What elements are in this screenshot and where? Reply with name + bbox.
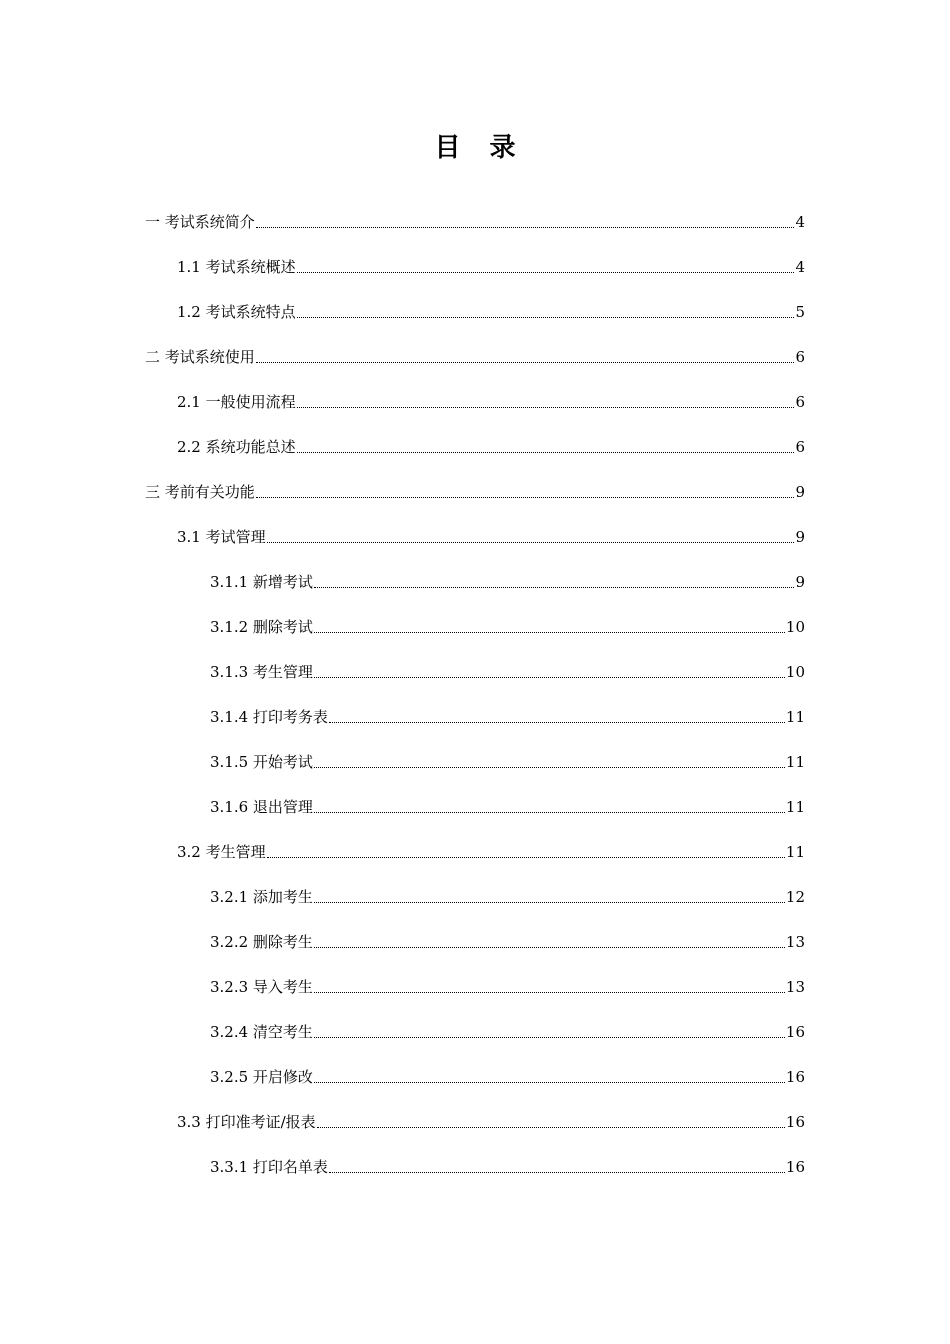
- toc-entry-page: 12: [785, 887, 805, 906]
- toc-entry-label: 3.2.1 添加考生: [210, 887, 313, 906]
- toc-dot-leader: [314, 1081, 785, 1083]
- toc-entry-label: 2.1 一般使用流程: [177, 392, 296, 411]
- toc-entry[interactable]: [0, 1099, 950, 1144]
- toc-entry[interactable]: [0, 964, 950, 1009]
- toc-dot-leader: [297, 451, 795, 453]
- toc-dot-leader: [314, 631, 785, 633]
- toc-dot-leader: [297, 316, 795, 318]
- toc-entry-label: 3.1.2 删除考试: [210, 617, 313, 636]
- toc-dot-leader: [314, 766, 785, 768]
- toc-dot-leader: [329, 1171, 785, 1173]
- toc-entry-label: 1.2 考试系统特点: [177, 302, 296, 321]
- toc-entry[interactable]: [0, 649, 950, 694]
- toc-entry[interactable]: [0, 289, 950, 334]
- toc-entry-page: 10: [785, 662, 805, 681]
- toc-entry-page: 11: [785, 842, 805, 861]
- toc-entry[interactable]: [0, 469, 950, 514]
- toc-entry[interactable]: [0, 784, 950, 829]
- toc-entry-label: 3.3 打印准考证/报表: [177, 1112, 316, 1131]
- toc-dot-leader: [256, 361, 795, 363]
- toc-entry-page: 6: [795, 392, 805, 411]
- toc-entry-page: 6: [795, 347, 805, 366]
- toc-dot-leader: [256, 226, 795, 228]
- toc-entry[interactable]: [0, 559, 950, 604]
- toc-entry-page: 13: [785, 932, 805, 951]
- toc-entry-page: 9: [795, 482, 805, 501]
- toc-entry-page: 4: [795, 212, 805, 231]
- toc-title: 目 录: [434, 133, 526, 163]
- toc-entry-label: 3.1.4 打印考务表: [210, 707, 328, 726]
- toc-entry-label: 3.1 考试管理: [177, 527, 266, 546]
- toc-entry[interactable]: [0, 1009, 950, 1054]
- toc-entry-page: 16: [785, 1157, 805, 1176]
- toc-dot-leader: [267, 856, 785, 858]
- toc-dot-leader: [329, 721, 785, 723]
- toc-list: [0, 199, 950, 1189]
- toc-entry-label: 3.3.1 打印名单表: [210, 1157, 328, 1176]
- toc-dot-leader: [317, 1126, 785, 1128]
- toc-entry-label: 3.1.1 新增考试: [210, 572, 313, 591]
- toc-entry[interactable]: [0, 739, 950, 784]
- toc-dot-leader: [256, 496, 795, 498]
- toc-entry[interactable]: [0, 424, 950, 469]
- toc-entry-page: 10: [785, 617, 805, 636]
- toc-entry[interactable]: [0, 1054, 950, 1099]
- toc-dot-leader: [314, 991, 785, 993]
- toc-dot-leader: [297, 406, 795, 408]
- toc-entry-label: 1.1 考试系统概述: [177, 257, 296, 276]
- toc-entry[interactable]: [0, 604, 950, 649]
- toc-dot-leader: [314, 901, 785, 903]
- toc-entry-page: 11: [785, 707, 805, 726]
- toc-entry[interactable]: [0, 919, 950, 964]
- toc-entry-page: 11: [785, 752, 805, 771]
- toc-entry[interactable]: [0, 244, 950, 289]
- toc-dot-leader: [314, 676, 785, 678]
- toc-entry[interactable]: [0, 514, 950, 559]
- toc-entry[interactable]: [0, 694, 950, 739]
- toc-entry-label: 一 考试系统简介: [145, 212, 255, 231]
- toc-entry-page: 11: [785, 797, 805, 816]
- toc-entry-label: 3.2.5 开启修改: [210, 1067, 313, 1086]
- toc-entry[interactable]: [0, 334, 950, 379]
- toc-dot-leader: [314, 946, 785, 948]
- toc-entry-page: 16: [785, 1112, 805, 1131]
- toc-entry-label: 3.2.3 导入考生: [210, 977, 313, 996]
- toc-entry-page: 5: [795, 302, 805, 321]
- toc-entry-label: 3.2 考生管理: [177, 842, 266, 861]
- toc-entry-label: 3.1.3 考生管理: [210, 662, 313, 681]
- toc-entry-label: 3.2.4 清空考生: [210, 1022, 313, 1041]
- toc-dot-leader: [314, 811, 785, 813]
- toc-entry-label: 3.1.5 开始考试: [210, 752, 313, 771]
- toc-entry-page: 4: [795, 257, 805, 276]
- toc-entry-page: 16: [785, 1022, 805, 1041]
- toc-entry-page: 13: [785, 977, 805, 996]
- toc-entry-label: 二 考试系统使用: [145, 347, 255, 366]
- toc-dot-leader: [314, 1036, 785, 1038]
- toc-entry-label: 2.2 系统功能总述: [177, 437, 296, 456]
- toc-entry-label: 三 考前有关功能: [145, 482, 255, 501]
- toc-entry-page: 9: [795, 527, 805, 546]
- toc-dot-leader: [297, 271, 795, 273]
- toc-entry[interactable]: [0, 829, 950, 874]
- toc-entry[interactable]: [0, 199, 950, 244]
- toc-dot-leader: [267, 541, 795, 543]
- toc-entry-label: 3.1.6 退出管理: [210, 797, 313, 816]
- toc-entry[interactable]: [0, 874, 950, 919]
- toc-dot-leader: [314, 586, 795, 588]
- toc-entry-page: 9: [795, 572, 805, 591]
- toc-entry[interactable]: [0, 1144, 950, 1189]
- toc-entry-page: 16: [785, 1067, 805, 1086]
- toc-entry[interactable]: [0, 379, 950, 424]
- toc-entry-label: 3.2.2 删除考生: [210, 932, 313, 951]
- toc-entry-page: 6: [795, 437, 805, 456]
